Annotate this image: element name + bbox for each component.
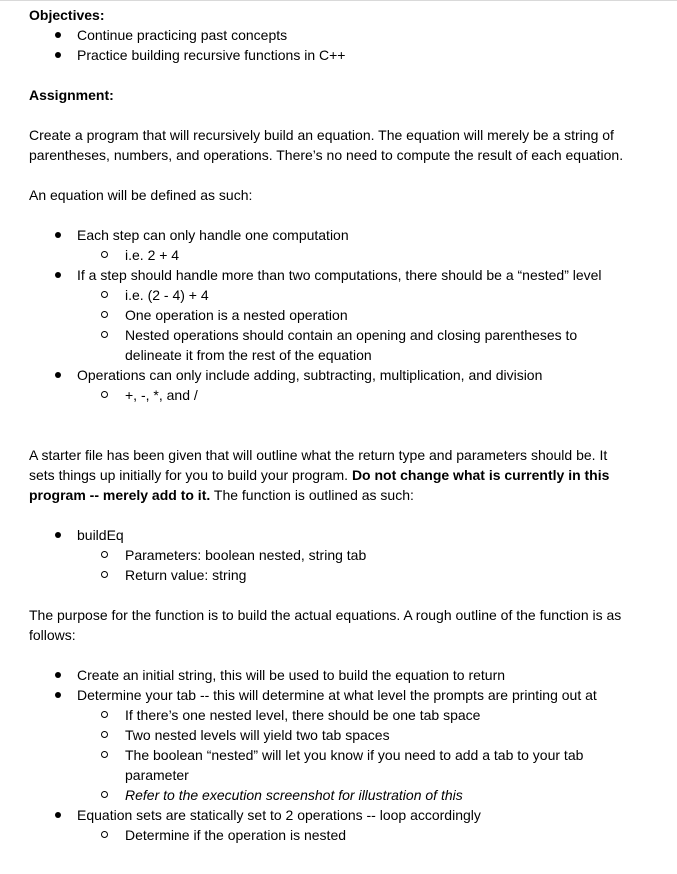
page-top-border	[0, 0, 677, 1]
outline-substep: If there’s one nested level, there should be one tab space	[29, 705, 659, 725]
outline-substep: Determine if the operation is nested	[29, 825, 659, 845]
starter-text: sets things up initially for you to build your program. Do not change what is currently in this	[29, 467, 610, 483]
purpose-text: The purpose for the function is to build the actual equations. A rough outline of the function is as	[29, 607, 622, 623]
outline-substep: Refer to the execution screenshot for illustration of this	[29, 785, 659, 805]
rule-subitem-text: delineate it from the rest of the equation	[125, 347, 372, 363]
function-returns: Return value: string	[29, 565, 659, 585]
rule-item: Each step can only handle one computation	[29, 225, 659, 245]
rule-item: Operations can only include adding, subtracting, multiplication, and division	[29, 365, 659, 385]
starter-text: A starter file has been given that will outline what the return type and parameters should be. It	[29, 447, 608, 463]
assignment-intro: parentheses, numbers, and operations. There’s no need to compute the result of each equation.	[29, 147, 624, 163]
starter-text: program -- merely add to it. The function is outlined as such:	[29, 487, 414, 503]
function-name: buildEq	[29, 525, 659, 545]
objective-item: Practice building recursive functions in C++	[29, 45, 659, 65]
document-page	[29, 5, 659, 845]
rule-item: If a step should handle more than two computations, there should be a “nested” level	[29, 265, 659, 285]
outline-step: Equation sets are statically set to 2 operations -- loop accordingly	[29, 805, 659, 825]
outline-step: Create an initial string, this will be used to build the equation to return	[29, 665, 659, 685]
objectives-heading: Objectives:	[29, 7, 105, 23]
outline-substep: Two nested levels will yield two tab spaces	[29, 725, 659, 745]
rule-subitem: i.e. 2 + 4	[29, 245, 659, 265]
outline-step: Determine your tab -- this will determine at what level the prompts are printing out at	[29, 685, 659, 705]
rule-subitem: i.e. (2 - 4) + 4	[29, 285, 659, 305]
outline-substep: The boolean “nested” will let you know if you need to add a tab to your tab parameter	[29, 745, 659, 785]
assignment-intro: Create a program that will recursively build an equation. The equation will merely be a string of	[29, 127, 614, 143]
equation-definition: An equation will be defined as such:	[29, 187, 253, 203]
assignment-heading: Assignment:	[29, 87, 114, 103]
rule-subitem: +, -, *, and /	[29, 385, 659, 405]
purpose-text: follows:	[29, 627, 76, 643]
function-params: Parameters: boolean nested, string tab	[29, 545, 659, 565]
objective-item: Continue practicing past concepts	[29, 25, 659, 45]
rule-subitem: One operation is a nested operation	[29, 305, 659, 325]
rule-subitem	[29, 325, 659, 365]
rule-subitem-text: Nested operations should contain an opening and closing parentheses to	[125, 327, 578, 343]
